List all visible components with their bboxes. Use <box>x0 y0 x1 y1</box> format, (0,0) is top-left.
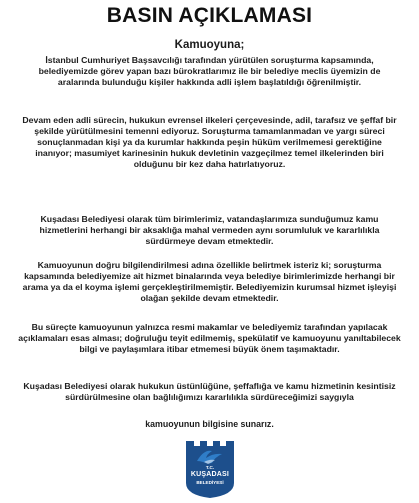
paragraph-6: Kuşadası Belediyesi olarak hukukun üstünlüğüne, şeffaflığa ve kamu hizmetinin kesintisiz sürdürülmesine olan bağlılığımızı kararlılıkla sürdüreceğimizi saygıyla <box>23 381 396 403</box>
paragraph-1: İstanbul Cumhuriyet Başsavcılığı tarafından yürütülen soruşturma kapsamında, belediyemizde görev yapan bazı bürokratlarımız ile bir belediye meclis üyemizin de aralarında bulunduğu kişiler hakkında adli işlem başlatıldığı öğrenilmiştir. <box>38 55 381 88</box>
paragraph-5: Bu süreçte kamuoyunun yalnızca resmi makamlar ve belediyemiz tarafından yapılacak açıklamaları esas alması; doğruluğu teyit edilmemiş, spekülatif ve kamuoyunu yanıltabilecek bilgi ve paylaşımlara itibar etmemesi büyük önem taşımaktadır. <box>18 322 401 355</box>
salutation: Kamuoyuna; <box>174 39 245 51</box>
document-title: BASIN AÇIKLAMASI <box>106 4 313 27</box>
municipality-logo <box>182 437 238 499</box>
logo-line-sub: BELEDİYESİ <box>196 480 224 485</box>
paragraph-3: Kuşadası Belediyesi olarak tüm birimlerimiz, vatandaşlarımıza sunduğumuz kamu hizmetlerini herhangi bir aksaklığa mahal vermeden aynı sorumluluk ve kararlılıkla sürdürmeye devam etmektedir. <box>39 214 380 247</box>
closing-line: kamuoyunun bilgisine sunarız. <box>145 419 274 429</box>
paragraph-2: Devam eden adli sürecin, hukukun evrensel ilkeleri çerçevesinde, adil, tarafsız ve şeffaf bir şekilde yürütülmesini temenni ediyoruz. Soruşturma tamamlanmadan ve yargı süreci sonuçlanmadan kişi ya da kurumlar hakkında peşin hüküm verilmemesi gerektiğine inanıyor; masumiyet karinesinin hukuk devletinin vazgeçilmez temel ilkelerinden biri olduğunu bir kez daha hatırlatıyoruz. <box>22 115 397 170</box>
paragraph-4: Kamuoyunun doğru bilgilendirilmesi adına özellikle belirtmek isteriz ki; soruşturma kapsamında belediyemize ait hizmet binalarında veya belediye birimlerimizde herhangi bir arama ya da el koyma işlemi gerçekleştirilmemiştir. Belediyemizin kurumsal hizmet işleyişi olağan şekilde devam etmektedir. <box>22 260 397 304</box>
logo-line-tc: T.C. <box>205 465 215 470</box>
logo-line-name: KUŞADASI <box>190 471 230 478</box>
